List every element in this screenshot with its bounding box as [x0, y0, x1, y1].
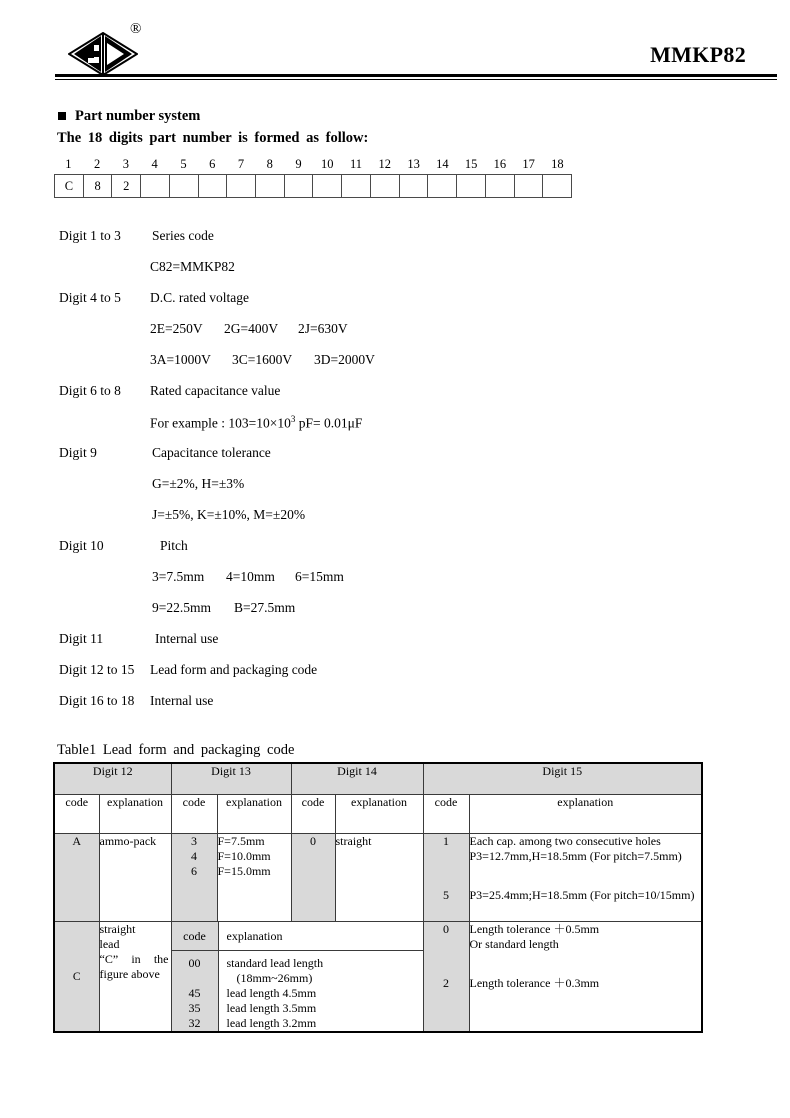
digit-index: 13: [407, 157, 420, 171]
detail-superscript: 3: [290, 414, 296, 424]
gd-diamond-icon: [68, 32, 138, 76]
registered-trademark-icon: ®: [130, 21, 142, 37]
digit-cell[interactable]: [457, 175, 486, 197]
explanation-line: Length tolerance ＋0.5mm: [469, 922, 600, 936]
code-line: 3: [191, 834, 197, 848]
sub-header-explanation: explanation: [217, 795, 291, 834]
digit-cell[interactable]: C: [55, 175, 84, 197]
detail-text-pre: For example : 103=10×10: [150, 415, 291, 431]
digit-definition-list: [0, 228, 790, 724]
nested-row-45: [172, 986, 423, 1001]
definition-label: Digit 9: [59, 445, 97, 460]
definition-detail-voltage-1: [0, 321, 790, 352]
explanation-line: P3=12.7mm,H=18.5mm (For pitch=7.5mm): [469, 849, 682, 863]
definition-digit-12-15: [0, 662, 790, 693]
detail-text: 6=15mm: [295, 569, 344, 584]
nested-code: 35: [172, 1001, 219, 1016]
nested-explanation: lead length 4.5mm: [218, 986, 423, 1001]
cell-digit13-code: [171, 834, 217, 922]
definition-detail-tolerance-2: [0, 507, 790, 538]
detail-text: J=±5%, K=±10%, M=±20%: [152, 507, 306, 522]
table-row-ammo-pack: [54, 834, 702, 922]
detail-text: 2G=400V: [224, 321, 279, 336]
explanation-line: [227, 971, 423, 986]
table-row-straight-lead: [54, 922, 702, 1033]
group-header-digit-13: Digit 13: [171, 763, 291, 795]
code-line: 6: [191, 864, 197, 878]
code-line: 2: [443, 976, 449, 990]
definition-detail-tolerance-1: [0, 476, 790, 507]
digit-index: 7: [237, 157, 245, 171]
explanation-line: Length tolerance ＋0.3mm: [469, 976, 600, 990]
cell-digit12-explanation: [99, 922, 171, 1033]
definition-label: Digit 16 to 18: [59, 693, 135, 708]
definition-digit-9: [0, 445, 790, 476]
digit-index: 16: [493, 157, 507, 171]
detail-text: 3C=1600V: [232, 352, 293, 367]
cell-digit12-code: C: [54, 922, 99, 1033]
part-number-digit-ruler: [54, 156, 572, 198]
digit-index-row: [54, 156, 572, 174]
digit-index: 2: [94, 157, 101, 171]
page-header: [0, 0, 790, 86]
definition-digit-11: [0, 631, 790, 662]
table-group-header-row: [54, 763, 702, 795]
definition-label: Digit 1 to 3: [59, 228, 121, 243]
digit-cell[interactable]: [285, 175, 314, 197]
detail-text: 2E=250V: [150, 321, 203, 336]
section-heading: [58, 108, 200, 125]
detail-text: C82=MMKP82: [150, 259, 235, 274]
digit-index: 3: [122, 157, 130, 171]
digit-index: 6: [209, 157, 216, 171]
bullet-square-icon: [58, 112, 66, 120]
definition-value: Pitch: [160, 538, 188, 553]
digit-cell[interactable]: [371, 175, 400, 197]
group-header-digit-15: Digit 15: [423, 763, 702, 795]
definition-detail-example: [0, 414, 790, 445]
explanation-line: lead: [99, 937, 120, 951]
detail-text-post: pF= 0.01μF: [295, 415, 363, 431]
cell-digit15-code: [423, 834, 469, 922]
table-sub-header-row: [54, 795, 702, 834]
digit-index: 8: [266, 157, 273, 171]
code-line: 5: [443, 888, 449, 902]
section-subheading: The 18 digits part number is formed as follow:: [57, 130, 369, 146]
digit-index: 5: [180, 157, 187, 171]
sub-header-code: code: [423, 795, 469, 834]
digit-cell[interactable]: [170, 175, 199, 197]
cell-digit14-explanation: straight: [335, 834, 423, 922]
digit-index: 15: [464, 157, 478, 171]
nested-row-32: [172, 1016, 423, 1031]
digit-cell[interactable]: [199, 175, 228, 197]
nested-explanation: [218, 951, 423, 987]
detail-text: G=±2%, H=±3%: [152, 476, 245, 491]
definition-label: Digit 6 to 8: [59, 383, 121, 398]
nested-row-35: [172, 1001, 423, 1016]
explanation-line: standard lead length: [226, 956, 324, 970]
cell-digit15-explanation: [469, 922, 702, 1033]
cell-digit12-code: A: [54, 834, 99, 922]
detail-text: 4=10mm: [226, 569, 275, 584]
lead-form-packaging-table: [53, 762, 703, 1033]
explanation-line: F=10.0mm: [217, 849, 271, 863]
digit-value-row: [54, 174, 572, 198]
sub-header-explanation: explanation: [469, 795, 702, 834]
code-line: 0: [443, 922, 449, 936]
sub-header-code: code: [54, 795, 99, 834]
table-caption: Table1 Lead form and packaging code: [57, 742, 295, 758]
nested-code: 32: [172, 1016, 219, 1031]
explanation-line: F=7.5mm: [217, 834, 265, 848]
digit-index: 10: [321, 157, 334, 171]
digit-index: 9: [295, 157, 302, 171]
company-logo: [68, 22, 178, 74]
explanation-line: F=15.0mm: [217, 864, 271, 878]
cell-digit14-code: 0: [291, 834, 335, 922]
cell-digit13-explanation: [217, 834, 291, 922]
cell-digit15-code: [423, 922, 469, 1033]
cell-digit15-explanation: [469, 834, 702, 922]
nested-explanation: lead length 3.2mm: [218, 1016, 423, 1031]
definition-detail-voltage-2: [0, 352, 790, 383]
digit-index: 17: [522, 157, 535, 171]
definition-label: Digit 12 to 15: [59, 662, 135, 677]
digit-cell[interactable]: 2: [112, 175, 141, 197]
definition-label: Digit 10: [59, 538, 104, 553]
definition-digit-1-3: [0, 228, 790, 259]
definition-value: Internal use: [150, 693, 214, 708]
definition-value: Rated capacitance value: [150, 383, 281, 398]
header-rule-thin: [55, 79, 777, 80]
nested-header-code: code: [172, 922, 219, 951]
digit-cell[interactable]: [543, 175, 572, 197]
definition-label: Digit 4 to 5: [59, 290, 121, 305]
digit-cell[interactable]: [400, 175, 429, 197]
detail-text: 3D=2000V: [314, 352, 375, 367]
nested-header-explanation: explanation: [218, 922, 423, 951]
definition-detail-pitch-1: [0, 569, 790, 600]
definition-value: Series code: [152, 228, 214, 243]
detail-text: 2J=630V: [298, 321, 348, 336]
code-line: 4: [191, 849, 197, 863]
definition-label: Digit 11: [59, 631, 104, 646]
nested-code: 00: [172, 951, 219, 987]
sub-header-code: code: [171, 795, 217, 834]
digit-index: 11: [350, 157, 363, 171]
sub-header-explanation: explanation: [99, 795, 171, 834]
code-line: 1: [443, 834, 449, 848]
definition-value: Capacitance tolerance: [152, 445, 271, 460]
sub-header-code: code: [291, 795, 335, 834]
group-header-digit-12: Digit 12: [54, 763, 171, 795]
group-header-digit-14: Digit 14: [291, 763, 423, 795]
explanation-line: Or standard length: [469, 937, 559, 951]
nested-explanation: lead length 3.5mm: [218, 1001, 423, 1016]
document-title: MMKP82: [650, 42, 746, 67]
detail-text: 9=22.5mm: [152, 600, 211, 615]
digit-cell[interactable]: [515, 175, 544, 197]
explanation-line: figure above: [99, 967, 160, 981]
definition-detail-c82: [0, 259, 790, 290]
digit-index: 18: [551, 157, 564, 171]
explanation-line: P3=25.4mm;H=18.5mm (For pitch=10/15mm): [469, 888, 695, 902]
explanation-line: straight: [99, 922, 136, 936]
digit-index: 12: [378, 157, 392, 171]
cell-nested-lead-length-table: [171, 922, 423, 1033]
digit-cell[interactable]: [428, 175, 457, 197]
definition-digit-16-18: [0, 693, 790, 724]
digit-index: 14: [436, 157, 449, 171]
definition-value: Lead form and packaging code: [150, 662, 318, 677]
definition-digit-4-5: [0, 290, 790, 321]
definition-value: Internal use: [155, 631, 219, 646]
digit-cell[interactable]: [227, 175, 256, 197]
digit-cell[interactable]: [256, 175, 285, 197]
explanation-line: Each cap. among two consecutive holes: [469, 834, 661, 848]
digit-cell[interactable]: [313, 175, 342, 197]
detail-text: 3A=1000V: [150, 352, 211, 367]
digit-index: 1: [65, 157, 72, 171]
definition-digit-6-8: [0, 383, 790, 414]
digit-cell[interactable]: [486, 175, 515, 197]
digit-cell[interactable]: [141, 175, 170, 197]
cell-digit12-explanation: ammo-pack: [99, 834, 171, 922]
detail-text: 3=7.5mm: [152, 569, 205, 584]
nested-code: 45: [172, 986, 219, 1001]
explanation-subline: (18mm~26mm): [236, 971, 313, 985]
nested-header-row: [172, 922, 423, 951]
definition-detail-pitch-2: [0, 600, 790, 631]
detail-text: [150, 414, 362, 432]
definition-digit-10: [0, 538, 790, 569]
detail-text: B=27.5mm: [234, 600, 296, 615]
section-heading-text: Part number system: [75, 108, 201, 124]
digit-cell[interactable]: [342, 175, 371, 197]
digit-index: 4: [151, 157, 158, 171]
digit-cell[interactable]: 8: [84, 175, 113, 197]
header-rule-thick: [55, 74, 777, 77]
sub-header-explanation: explanation: [335, 795, 423, 834]
nested-lead-length-table: [172, 922, 423, 1031]
explanation-line: “C” in the: [99, 952, 169, 966]
definition-value: D.C. rated voltage: [150, 290, 249, 305]
nested-row-00: [172, 951, 423, 987]
